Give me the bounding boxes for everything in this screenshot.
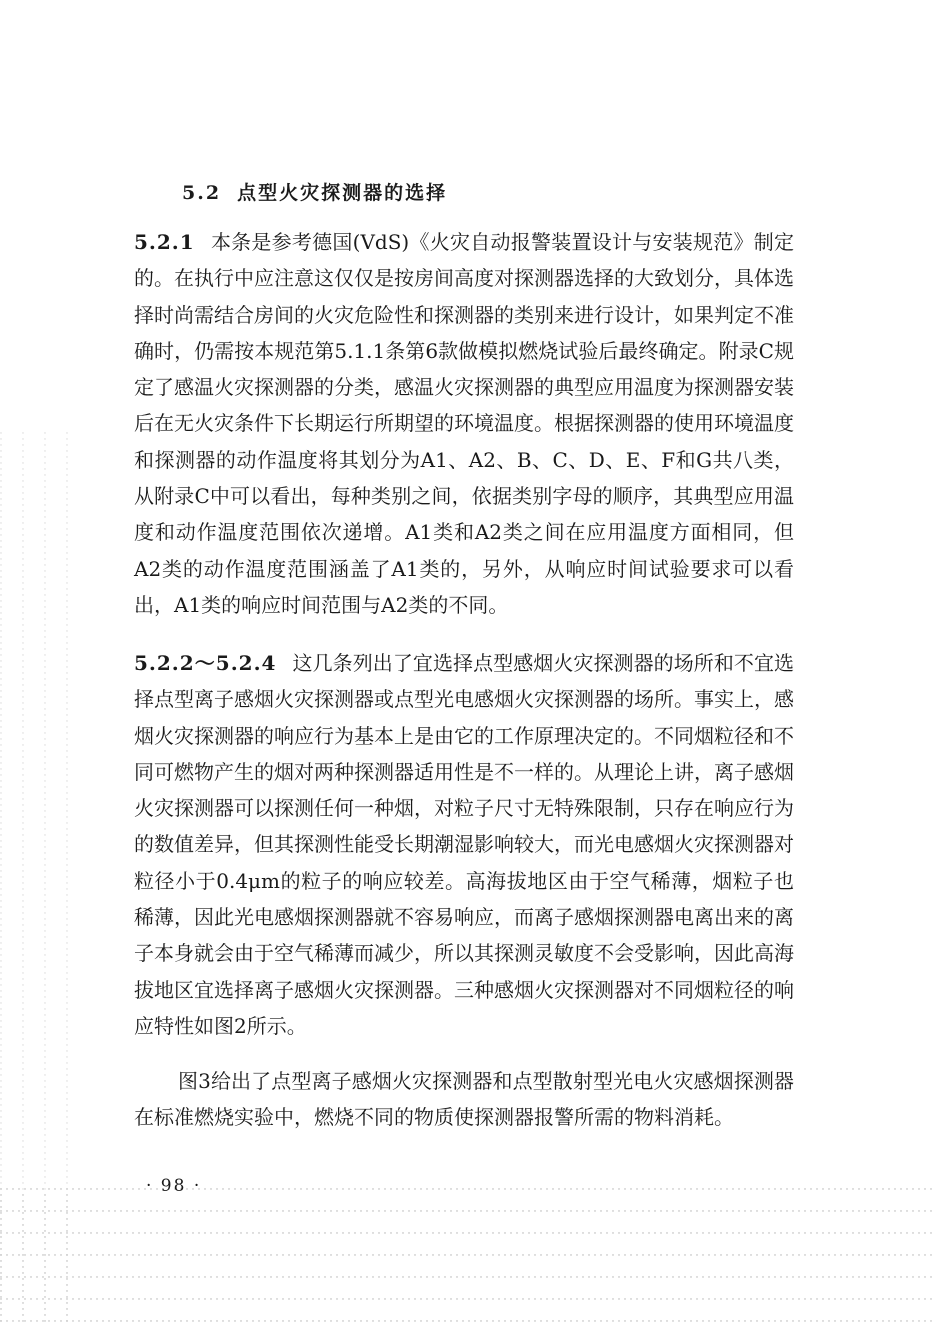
clause-paragraph [134,645,794,1044]
clause-paragraph [134,224,794,623]
paragraph-text: 图3给出了点型离子感烟火灾探测器和点型散射型光电火灾感烟探测器在标准燃烧实验中，燃烧不同的物质使探测器报警所需的物料消耗。 [134,1069,794,1130]
section-number: 5.2 [182,182,222,204]
section-title [182,178,612,205]
clause-number: 5.2.2～5.2.4 [134,651,277,675]
clause-number: 5.2.1 [134,230,195,254]
section-title-text: 点型火灾探测器的选择 [237,182,448,204]
clause-text: 这几条列出了宜选择点型感烟火灾探测器的场所和不宜选择点型离子感烟火灾探测器或点型光电感烟火灾探测器的场所。事实上，感烟火灾探测器的响应行为基本上是由它的工作原理决定的。不同烟粒径和不同可燃物产生的烟对两种探测器适用性是不一样的。从理论上讲，离子感烟火灾探测器可以探测任何一种烟，对粒子尺寸无特殊限制，只存在响应行为的数值差异，但其探测性能受长期潮湿影响较大，而光电感烟火灾探测器对粒径小于0.4μm的粒子的响应较差。高海拔地区由于空气稀薄，烟粒子也稀薄，因此光电感烟探测器就不容易响应，而离子感烟探测器电离出来的离子本身就会由于空气稀薄而减少，所以其探测灵敏度不会受影响，因此高海拔地区宜选择离子感烟火灾探测器。三种感烟火灾探测器对不同烟粒径的响应特性如图2所示。 [134,651,795,1038]
clause-text: 本条是参考德国(VdS)《火灾自动报警装置设计与安装规范》制定的。在执行中应注意这仅仅是按房间高度对探测器选择的大致划分，具体选择时尚需结合房间的火灾危险性和探测器的类别来进行设计，如果判定不准确时，仍需按本规范第5.1.1条第6款做模拟燃烧试验后最终确定。附录C规定了感温火灾探测器的分类，感温火灾探测器的典型应用温度为探测器安装后在无火灾条件下长期运行所期望的环境温度。根据探测器的使用环境温度和探测器的动作温度将其划分为A1、A2、B、C、D、E、F和G共八类，从附录C中可以看出，每种类别之间，依据类别字母的顺序，其典型应用温度和动作温度范围依次递增。A1类和A2类之间在应用温度方面相同，但A2类的动作温度范围涵盖了A1类的，另外，从响应时间试验要求可以看出，A1类的响应时间范围与A2类的不同。 [134,230,794,617]
figure-note-paragraph [134,1063,794,1136]
page-number: · 98 · [146,1176,202,1196]
